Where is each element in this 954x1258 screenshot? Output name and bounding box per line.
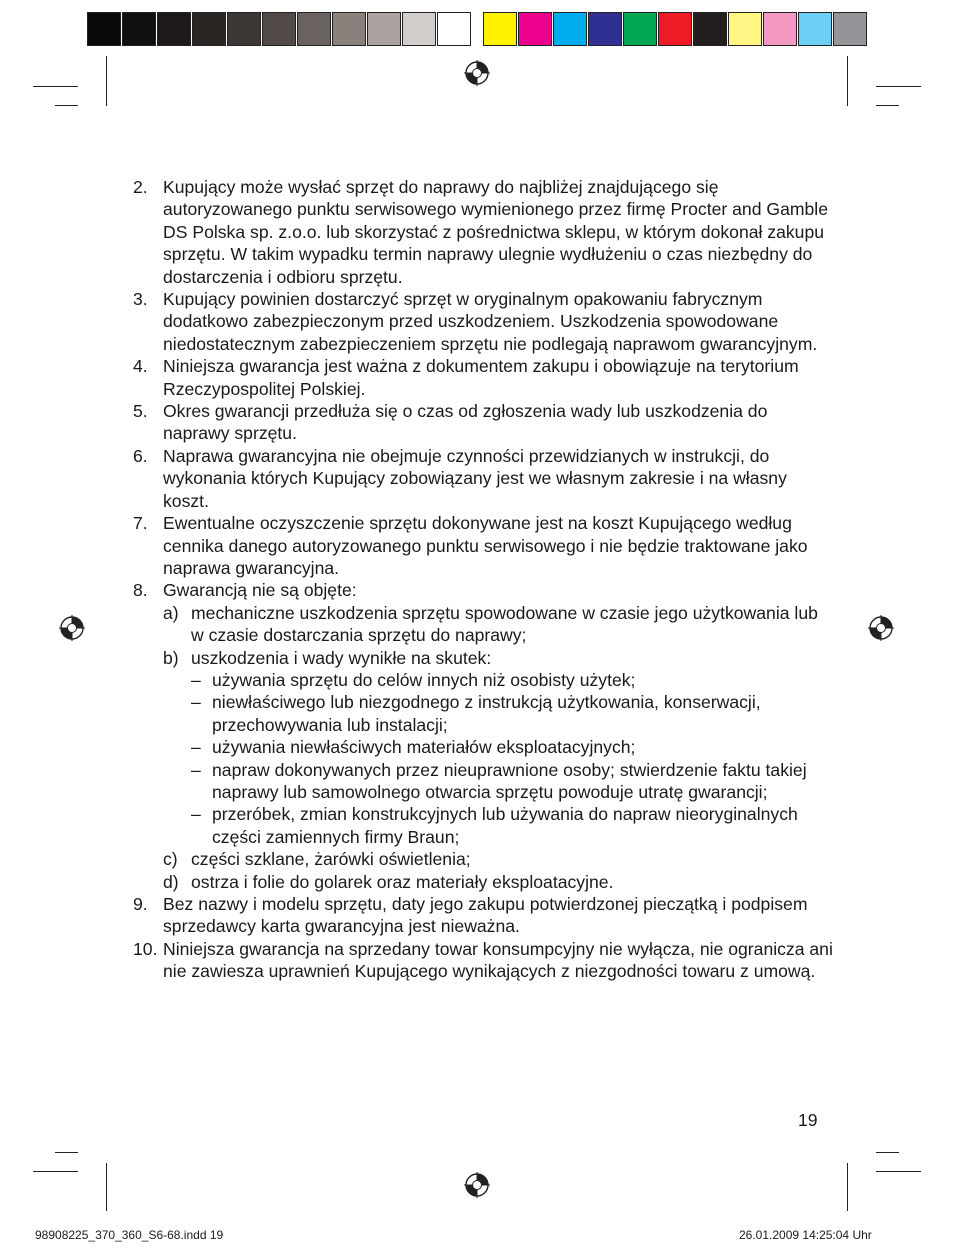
crop-mark: [847, 1163, 848, 1211]
sub-item-text: części szklane, żarówki oświetlenia;: [191, 849, 471, 870]
color-swatch: [262, 12, 296, 46]
dash-mark: –: [191, 692, 201, 713]
crop-mark: [876, 86, 921, 87]
color-swatch: [157, 12, 191, 46]
crop-mark: [33, 1171, 78, 1172]
list-item: [133, 355, 833, 400]
item-text: Kupujący powinien dostarczyć sprzęt w oryginalnym opakowaniu fabrycznym dodatkowo zabezpieczonym przed uszkodzeniem. Uszkodzenia spowodowane niedostatecznym zabezpieczeniem sprzętu nie podlegają naprawom gwarancyjnym.: [163, 289, 818, 354]
grayscale-calibration-bar: [87, 12, 472, 46]
crop-mark: [106, 1163, 107, 1211]
color-calibration-bar: [483, 12, 868, 46]
color-swatch: [192, 12, 226, 46]
dash-text: używania niewłaściwych materiałów eksploatacyjnych;: [212, 737, 636, 758]
list-item: [133, 400, 833, 445]
color-swatch: [693, 12, 727, 46]
sub-item-c: [133, 848, 833, 870]
registration-mark-icon: [868, 615, 894, 641]
item-number: 6.: [133, 445, 148, 466]
color-swatch: [658, 12, 692, 46]
sub-item-letter: c): [163, 849, 178, 870]
item-number: 9.: [133, 894, 148, 914]
item-text: Ewentualne oczyszczenie sprzętu dokonywane jest na koszt Kupującego według cennika danego autoryzowanego punktu serwisowego i nie będzie traktowane jako naprawa gwarancyjna.: [163, 513, 808, 578]
color-swatch: [553, 12, 587, 46]
footer-file-info: 98908225_370_360_S6-68.indd 19: [35, 1228, 224, 1242]
sub-item-text: mechaniczne uszkodzenia sprzętu spowodowane w czasie jego użytkowania lub w czasie dostarczania sprzętu do naprawy;: [191, 602, 818, 646]
item-number: 8.: [133, 580, 148, 601]
color-swatch: [87, 12, 121, 46]
color-swatch: [728, 12, 762, 46]
color-swatch: [483, 12, 517, 46]
item-number: 7.: [133, 513, 148, 534]
dash-mark: –: [191, 669, 201, 690]
dash-item: [133, 691, 833, 736]
list-item: [133, 938, 833, 983]
list-item: [133, 512, 833, 579]
dash-text: przeróbek, zmian konstrukcyjnych lub używania do napraw nieoryginalnych części zamiennych firmy Braun;: [212, 804, 798, 847]
dash-item: [133, 736, 833, 758]
color-swatch: [833, 12, 867, 46]
list-item: [133, 445, 833, 512]
list-item: [133, 579, 833, 601]
sub-item-letter: b): [163, 647, 179, 668]
color-swatch: [402, 12, 436, 46]
item-number: 2.: [133, 177, 148, 197]
sub-item-letter: d): [163, 871, 179, 892]
item-text: Bez nazwy i modelu sprzętu, daty jego zakupu potwierdzonej pieczątką i podpisem sprzedawcy karta gwarancyjna jest nieważna.: [163, 894, 808, 937]
sub-item-text: ostrza i folie do golarek oraz materiały eksploatacyjne.: [191, 871, 614, 892]
list-item: [133, 176, 833, 288]
color-swatch: [588, 12, 622, 46]
crop-mark: [55, 105, 78, 106]
color-swatch: [122, 12, 156, 46]
warranty-terms-list: [133, 176, 833, 983]
crop-mark: [55, 1152, 78, 1153]
dash-text: niewłaściwego lub niezgodnego z instrukcją użytkowania, konserwacji, przechowywania lub instalacji;: [212, 692, 761, 735]
crop-mark: [33, 86, 78, 87]
item-text: Okres gwarancji przedłuża się o czas od zgłoszenia wady lub uszkodzenia do naprawy sprzętu.: [163, 401, 768, 444]
dash-item: [133, 759, 833, 804]
sub-item-letter: a): [163, 602, 179, 623]
footer-timestamp: 26.01.2009 14:25:04 Uhr: [739, 1228, 872, 1242]
crop-mark: [106, 56, 107, 106]
color-swatch: [623, 12, 657, 46]
dash-mark: –: [191, 804, 201, 825]
color-swatch: [437, 12, 471, 46]
sub-item-a: [133, 602, 833, 647]
item-number: 3.: [133, 289, 148, 310]
color-swatch: [518, 12, 552, 46]
dash-item: [133, 803, 833, 848]
color-swatch: [297, 12, 331, 46]
color-swatch: [227, 12, 261, 46]
registration-mark-icon: [59, 615, 85, 641]
item-number: 10.: [133, 938, 158, 959]
item-text: Kupujący może wysłać sprzęt do naprawy do najbliżej znajdującego się autoryzowanego punktu serwisowego wymienionego przez firmę Procter and Gamble DS Polska sp. z.o.o. lub skorzystać z pośrednictwa sklepu, w którym dokonał zakupu sprzętu. W takim wypadku termin naprawy ulegnie wydłużeniu o czas niezbędny do dostarczenia i odbioru sprzętu.: [163, 177, 828, 287]
crop-mark: [876, 1152, 899, 1153]
item-text: Naprawa gwarancyjna nie obejmuje czynności przewidzianych w instrukcji, do wykonania których Kupujący zobowiązany jest we własnym zakresie i na własny koszt.: [163, 445, 787, 511]
crop-mark: [876, 1171, 921, 1172]
dash-text: używania sprzętu do celów innych niż osobisty użytek;: [212, 669, 636, 690]
item-number: 5.: [133, 401, 148, 422]
item-number: 4.: [133, 356, 148, 377]
item-text: Niniejsza gwarancja na sprzedany towar konsumpcyjny nie wyłącza, nie ogranicza ani nie zawiesza uprawnień Kupującego wynikających z niezgodności towaru z umową.: [163, 938, 833, 982]
color-swatch: [763, 12, 797, 46]
registration-mark-icon: [464, 60, 490, 86]
item-text: Gwarancją nie są objęte:: [163, 580, 357, 601]
color-swatch: [798, 12, 832, 46]
item-text: Niniejsza gwarancja jest ważna z dokumentem zakupu i obowiązuje na terytorium Rzeczypospolitej Polskiej.: [163, 356, 799, 399]
dash-item: [133, 669, 833, 691]
page-number: 19: [798, 1110, 818, 1130]
registration-mark-icon: [464, 1172, 490, 1198]
dash-mark: –: [191, 759, 201, 780]
sub-item-d: [133, 871, 833, 893]
list-item: [133, 893, 833, 938]
list-item: [133, 288, 833, 355]
dash-mark: –: [191, 737, 201, 758]
dash-text: napraw dokonywanych przez nieuprawnione osoby; stwierdzenie faktu takiej naprawy lub samowolnego otwarcia sprzętu powoduje utratę gwarancji;: [212, 759, 807, 802]
color-swatch: [332, 12, 366, 46]
sub-item-b: [133, 647, 833, 669]
sub-item-text: uszkodzenia i wady wynikłe na skutek:: [191, 647, 492, 668]
crop-mark: [847, 56, 848, 106]
color-swatch: [367, 12, 401, 46]
crop-mark: [876, 105, 899, 106]
